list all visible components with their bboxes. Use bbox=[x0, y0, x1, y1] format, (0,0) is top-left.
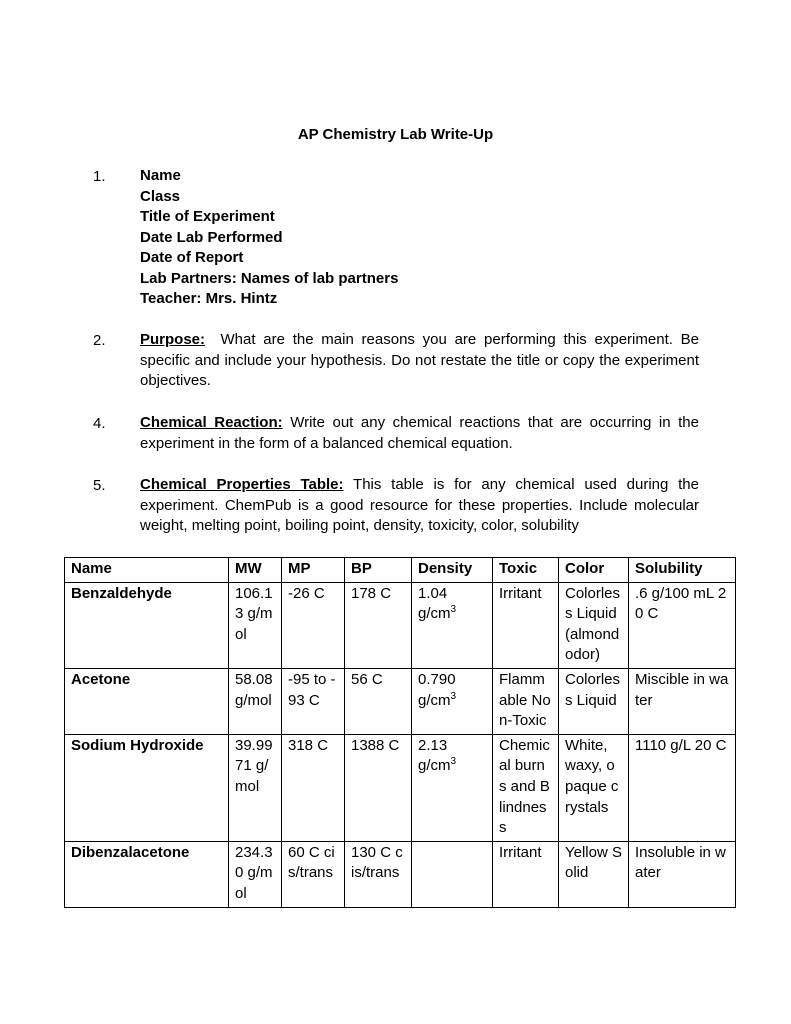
cell-bp: 130 C cis/trans bbox=[345, 841, 412, 907]
section-1-list bbox=[140, 166, 699, 310]
cell-solubility: Insoluble in water bbox=[629, 841, 736, 907]
density-unit: g/cm bbox=[418, 605, 451, 623]
cell-bp: 56 C bbox=[345, 668, 412, 734]
density-unit-exponent: 3 bbox=[450, 604, 457, 616]
chemical-reaction-heading: Chemical Reaction: bbox=[140, 414, 283, 431]
cell-mw: 234.30 g/mol bbox=[229, 841, 282, 907]
section-2-purpose bbox=[140, 330, 699, 392]
header-solubility: Solubility bbox=[629, 558, 736, 583]
field-class: Class bbox=[140, 187, 181, 205]
cell-bp: 178 C bbox=[345, 582, 412, 668]
purpose-heading: Purpose: bbox=[140, 331, 206, 348]
cell-mw: 58.08 g/mol bbox=[229, 668, 282, 734]
cell-toxic: Irritant bbox=[493, 841, 559, 907]
header-bp: BP bbox=[345, 558, 412, 583]
table-row bbox=[65, 582, 736, 668]
header-mw: MW bbox=[229, 558, 282, 583]
density-unit-exponent: 3 bbox=[450, 756, 457, 768]
section-5-number: 5. bbox=[93, 477, 106, 494]
cell-toxic: Chemical burns and Blindness bbox=[493, 734, 559, 841]
section-5-properties-table-intro bbox=[140, 475, 699, 537]
cell-name: Benzaldehyde bbox=[65, 582, 229, 668]
cell-toxic: Flammable Non-Toxic bbox=[493, 668, 559, 734]
chemical-properties-table bbox=[64, 557, 736, 908]
properties-table-text: This table is for any chemical used during the experiment. ChemPub is a good resource for these properties. Include molecular weight, melting point, boiling point, density, toxicity, color, solubility bbox=[140, 476, 699, 534]
section-4-number: 4. bbox=[93, 415, 106, 432]
header-mp: MP bbox=[282, 558, 345, 583]
cell-mp: 318 C bbox=[282, 734, 345, 841]
header-density: Density bbox=[412, 558, 493, 583]
field-teacher: Teacher: Mrs. Hintz bbox=[140, 290, 278, 307]
table-row bbox=[65, 734, 736, 841]
cell-toxic: Irritant bbox=[493, 582, 559, 668]
document-title: AP Chemistry Lab Write-Up bbox=[297, 126, 494, 143]
cell-density bbox=[412, 734, 493, 841]
cell-bp: 1388 C bbox=[345, 734, 412, 841]
field-name: Name bbox=[140, 167, 181, 184]
properties-table-heading: Chemical Properties Table: bbox=[140, 476, 344, 493]
cell-mp: 60 C cis/trans bbox=[282, 841, 345, 907]
chemical-reaction-text: Write out any chemical reactions that are occurring in the experiment in the form of a balanced chemical equation. bbox=[140, 414, 699, 452]
cell-mp: -95 to -93 C bbox=[282, 668, 345, 734]
field-lab-partners: Lab Partners: Names of lab partners bbox=[140, 269, 399, 287]
header-toxic: Toxic bbox=[493, 558, 559, 583]
table-row bbox=[65, 668, 736, 734]
table-header-row bbox=[65, 558, 736, 583]
density-value: 2.13 bbox=[418, 736, 448, 754]
density-unit: g/cm bbox=[418, 691, 451, 709]
cell-density bbox=[412, 582, 493, 668]
field-title-of-experiment: Title of Experiment bbox=[140, 208, 275, 225]
cell-name: Sodium Hydroxide bbox=[65, 734, 229, 841]
cell-color: White, waxy, opaque crystals bbox=[559, 734, 629, 841]
cell-color: Colorless Liquid (almond odor) bbox=[559, 582, 629, 668]
cell-density bbox=[412, 668, 493, 734]
density-value: 1.04 bbox=[418, 584, 448, 602]
field-date-lab-performed: Date Lab Performed bbox=[140, 228, 283, 246]
cell-solubility: Miscible in water bbox=[629, 668, 736, 734]
purpose-text: What are the main reasons you are performing this experiment. Be specific and include your hypothesis. Do not restate the title or copy the experiment objectives. bbox=[140, 331, 699, 389]
cell-solubility: .6 g/100 mL 20 C bbox=[629, 582, 736, 668]
cell-color: Colorless Liquid bbox=[559, 668, 629, 734]
cell-mp: -26 C bbox=[282, 582, 345, 668]
cell-mw: 106.13 g/mol bbox=[229, 582, 282, 668]
header-name: Name bbox=[65, 558, 229, 583]
header-color: Color bbox=[559, 558, 629, 583]
cell-name: Dibenzalacetone bbox=[65, 841, 229, 907]
cell-color: Yellow Solid bbox=[559, 841, 629, 907]
cell-mw: 39.9971 g/mol bbox=[229, 734, 282, 841]
cell-solubility: 1110 g/L 20 C bbox=[629, 734, 736, 841]
density-unit-exponent: 3 bbox=[450, 690, 457, 702]
cell-name: Acetone bbox=[65, 668, 229, 734]
density-unit: g/cm bbox=[418, 757, 451, 775]
section-4-chemical-reaction bbox=[140, 413, 699, 454]
section-2-number: 2. bbox=[93, 332, 106, 349]
density-value: 0.790 bbox=[418, 670, 456, 688]
table-row bbox=[65, 841, 736, 907]
field-date-of-report: Date of Report bbox=[140, 249, 244, 266]
section-1-number: 1. bbox=[93, 168, 106, 185]
cell-density bbox=[412, 841, 493, 907]
